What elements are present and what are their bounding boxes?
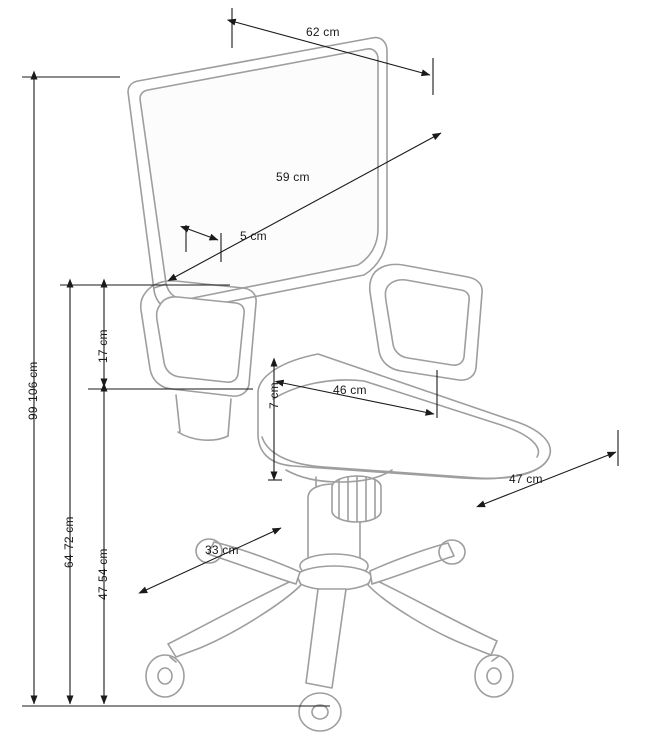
dim-label-armrest-height: 17 cm [96, 329, 110, 363]
dim-label-back-top-height: 64-72 cm [62, 516, 76, 568]
base-arm-back-right [370, 543, 454, 584]
dim-label-armrest-offset: 5 cm [240, 229, 267, 243]
base-star-center [296, 566, 372, 590]
caster-left-hub [158, 668, 172, 684]
armrest-left-post [176, 395, 231, 436]
seat-cushion-top-seam [273, 380, 538, 457]
base-arm-right [368, 578, 497, 655]
seat-cushion-front-edge [262, 437, 548, 478]
dim-label-seat-side-depth: 47 cm [509, 472, 543, 486]
dim-label-seat-depth: 46 cm [333, 383, 367, 397]
dim-label-width-top: 62 cm [306, 25, 340, 39]
dim-label-total-height: 99-106 cm [26, 361, 40, 420]
backrest-mesh-panel [140, 49, 378, 299]
dim-label-seat-height: 47-54 cm [96, 548, 110, 600]
armrest-left-support-bar [178, 432, 228, 440]
caster-front-hub [312, 705, 328, 719]
caster-right-hub [487, 668, 501, 684]
base-arm-front [306, 589, 346, 688]
dim-label-seat-thickness: 7 cm [267, 382, 281, 409]
dim-label-base-width: 33 cm [205, 543, 239, 557]
seat-cushion-outline [258, 354, 550, 479]
armrest-right-inner [385, 280, 469, 365]
base-arm-left [168, 578, 301, 657]
dim-label-backrest-diagonal: 59 cm [276, 170, 310, 184]
armrest-left-inner [157, 297, 245, 382]
